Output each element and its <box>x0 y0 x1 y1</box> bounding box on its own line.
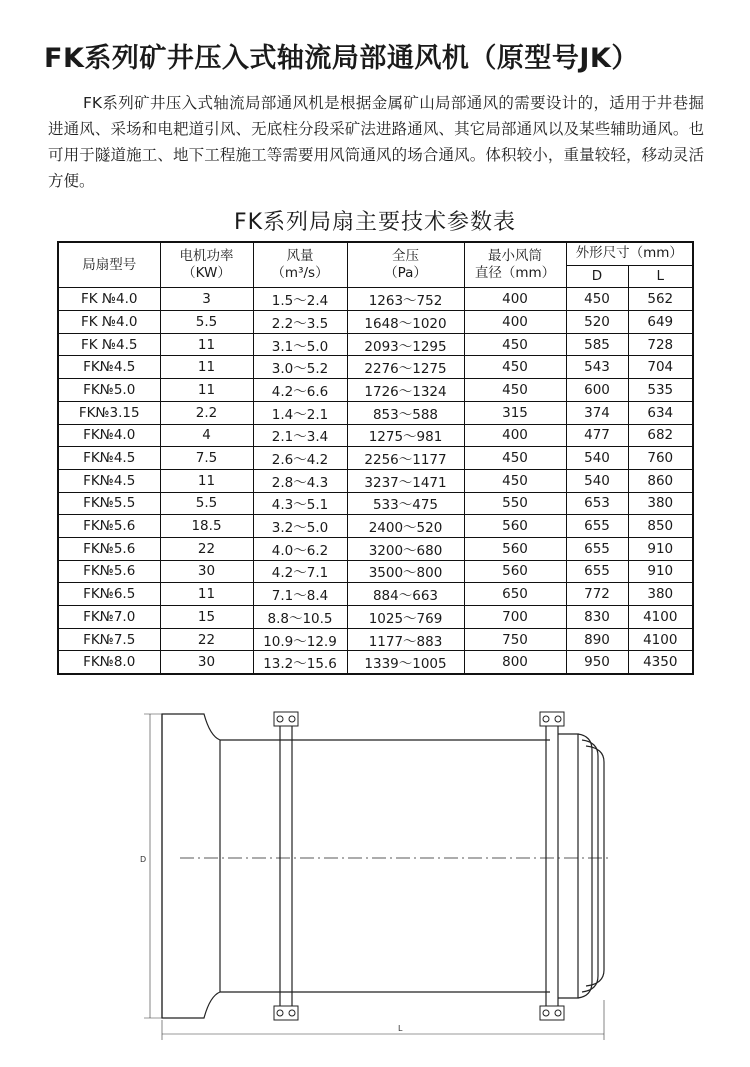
left-flange <box>280 722 292 1010</box>
cell-pressure: 3500～800 <box>347 560 464 583</box>
cell-model: FK№7.5 <box>58 628 160 651</box>
fan-drawing <box>140 700 620 1045</box>
cell-airflow: 2.2～3.5 <box>253 311 347 334</box>
table-row <box>58 424 693 447</box>
cell-airflow: 8.8～10.5 <box>253 606 347 629</box>
cell-pressure: 2093～1295 <box>347 333 464 356</box>
cell-model: FK№7.0 <box>58 606 160 629</box>
header-pressure-label: 全压 <box>392 248 419 265</box>
cell-dim-d: 540 <box>566 469 628 492</box>
header-power-unit: （KW） <box>182 265 231 282</box>
cell-duct-diameter: 550 <box>464 492 566 515</box>
cell-pressure: 3200～680 <box>347 537 464 560</box>
cell-airflow: 4.3～5.1 <box>253 492 347 515</box>
cell-dim-l: 682 <box>628 424 693 447</box>
cell-dim-l: 535 <box>628 379 693 402</box>
header-dims: 外形尺寸（mm） <box>566 242 693 265</box>
cell-duct-diameter: 650 <box>464 583 566 606</box>
cell-model: FK№5.6 <box>58 515 160 538</box>
cell-dim-d: 543 <box>566 356 628 379</box>
dimension-l-label: L <box>398 1024 403 1033</box>
cell-airflow: 3.2～5.0 <box>253 515 347 538</box>
cell-pressure: 853～588 <box>347 401 464 424</box>
cell-pressure: 1025～769 <box>347 606 464 629</box>
cell-airflow: 2.1～3.4 <box>253 424 347 447</box>
cell-duct-diameter: 450 <box>464 469 566 492</box>
cell-dim-l: 850 <box>628 515 693 538</box>
cell-power: 11 <box>160 469 253 492</box>
cell-dim-l: 704 <box>628 356 693 379</box>
cell-power: 5.5 <box>160 492 253 515</box>
cell-airflow: 4.0～6.2 <box>253 537 347 560</box>
cell-model: FK№3.15 <box>58 401 160 424</box>
cell-duct-diameter: 800 <box>464 651 566 674</box>
cell-duct-diameter: 400 <box>464 311 566 334</box>
cell-dim-d: 477 <box>566 424 628 447</box>
cell-dim-l: 4100 <box>628 628 693 651</box>
cell-dim-d: 950 <box>566 651 628 674</box>
header-pressure-unit: （Pa） <box>384 265 427 282</box>
header-power-label: 电机功率 <box>179 248 234 265</box>
cell-duct-diameter: 750 <box>464 628 566 651</box>
cell-model: FK№4.0 <box>58 424 160 447</box>
cell-model: FK№8.0 <box>58 651 160 674</box>
cell-power: 11 <box>160 333 253 356</box>
cell-power: 4 <box>160 424 253 447</box>
header-model: 局扇型号 <box>58 242 160 288</box>
header-duct <box>464 242 566 288</box>
cell-dim-d: 540 <box>566 447 628 470</box>
cell-airflow: 3.0～5.2 <box>253 356 347 379</box>
cell-power: 11 <box>160 583 253 606</box>
cell-dim-d: 890 <box>566 628 628 651</box>
cell-model: FK№5.6 <box>58 537 160 560</box>
table-row <box>58 469 693 492</box>
cell-dim-l: 728 <box>628 333 693 356</box>
header-duct-unit: 直径（mm） <box>474 265 556 282</box>
cell-duct-diameter: 315 <box>464 401 566 424</box>
table-row <box>58 606 693 629</box>
header-pressure <box>347 242 464 288</box>
cell-model: FK №4.0 <box>58 311 160 334</box>
cell-model: FK№5.0 <box>58 379 160 402</box>
cell-dim-d: 772 <box>566 583 628 606</box>
cell-model: FK№6.5 <box>58 583 160 606</box>
header-airflow-label: 风量 <box>286 248 314 265</box>
cell-pressure: 1177～883 <box>347 628 464 651</box>
cell-power: 30 <box>160 560 253 583</box>
table-row <box>58 356 693 379</box>
cell-pressure: 1275～981 <box>347 424 464 447</box>
cell-model: FK№5.6 <box>58 560 160 583</box>
cell-pressure: 2400～520 <box>347 515 464 538</box>
cell-pressure: 2276～1275 <box>347 356 464 379</box>
cell-dim-l: 380 <box>628 583 693 606</box>
cell-power: 3 <box>160 288 253 311</box>
cell-airflow: 1.5～2.4 <box>253 288 347 311</box>
intro-paragraph: FK系列矿井压入式轴流局部通风机是根据金属矿山局部通风的需要设计的，适用于井巷掘进通风、采场和电耙道引风、无底柱分段采矿法进路通风、其它局部通风以及某些辅助通风。也可用于隧道施工、地下工程施工等需要用风筒通风的场合通风。体积较小，重量较轻，移动灵活方便。 <box>48 94 704 190</box>
table-row <box>58 447 693 470</box>
cell-pressure: 533～475 <box>347 492 464 515</box>
cell-dim-d: 520 <box>566 311 628 334</box>
cell-power: 2.2 <box>160 401 253 424</box>
cell-airflow: 1.4～2.1 <box>253 401 347 424</box>
page-title: FK系列矿井压入式轴流局部通风机（原型号JK） <box>44 43 639 74</box>
cell-duct-diameter: 560 <box>464 560 566 583</box>
cell-dim-l: 860 <box>628 469 693 492</box>
cell-dim-l: 649 <box>628 311 693 334</box>
cell-pressure: 1339～1005 <box>347 651 464 674</box>
cell-power: 11 <box>160 356 253 379</box>
cell-duct-diameter: 450 <box>464 356 566 379</box>
cell-power: 11 <box>160 379 253 402</box>
table-row <box>58 583 693 606</box>
cell-power: 5.5 <box>160 311 253 334</box>
cell-pressure: 1648～1020 <box>347 311 464 334</box>
cell-airflow: 2.6～4.2 <box>253 447 347 470</box>
cell-duct-diameter: 700 <box>464 606 566 629</box>
cell-dim-l: 4350 <box>628 651 693 674</box>
table-row <box>58 537 693 560</box>
cell-pressure: 2256～1177 <box>347 447 464 470</box>
table-row <box>58 492 693 515</box>
cell-dim-d: 450 <box>566 288 628 311</box>
cell-airflow: 4.2～6.6 <box>253 379 347 402</box>
cell-dim-d: 374 <box>566 401 628 424</box>
cell-dim-d: 655 <box>566 537 628 560</box>
header-airflow <box>253 242 347 288</box>
table-row <box>58 288 693 311</box>
table-row <box>58 401 693 424</box>
cell-duct-diameter: 450 <box>464 447 566 470</box>
cell-duct-diameter: 560 <box>464 537 566 560</box>
cell-airflow: 13.2～15.6 <box>253 651 347 674</box>
header-airflow-unit: （m³/s） <box>271 265 329 282</box>
cell-dim-d: 600 <box>566 379 628 402</box>
table-row <box>58 560 693 583</box>
cell-dim-d: 655 <box>566 515 628 538</box>
cell-airflow: 3.1～5.0 <box>253 333 347 356</box>
cell-model: FK №4.5 <box>58 333 160 356</box>
cell-pressure: 1726～1324 <box>347 379 464 402</box>
cell-model: FK№4.5 <box>58 469 160 492</box>
cell-dim-l: 910 <box>628 560 693 583</box>
cell-power: 30 <box>160 651 253 674</box>
cell-dim-d: 655 <box>566 560 628 583</box>
cell-power: 18.5 <box>160 515 253 538</box>
cell-power: 22 <box>160 537 253 560</box>
cell-duct-diameter: 450 <box>464 333 566 356</box>
table-row <box>58 311 693 334</box>
cell-dim-l: 4100 <box>628 606 693 629</box>
cell-power: 15 <box>160 606 253 629</box>
spec-table <box>57 241 694 675</box>
cell-duct-diameter: 450 <box>464 379 566 402</box>
cell-duct-diameter: 400 <box>464 288 566 311</box>
cell-dim-d: 830 <box>566 606 628 629</box>
cell-dim-l: 380 <box>628 492 693 515</box>
outlet-collar <box>558 734 578 998</box>
header-power <box>160 242 253 288</box>
cell-power: 22 <box>160 628 253 651</box>
dimension-d-label: D <box>140 855 147 864</box>
cell-dim-l: 634 <box>628 401 693 424</box>
cell-dim-d: 585 <box>566 333 628 356</box>
right-flange <box>546 722 558 1010</box>
cell-pressure: 1263～752 <box>347 288 464 311</box>
cell-airflow: 7.1～8.4 <box>253 583 347 606</box>
cell-dim-l: 910 <box>628 537 693 560</box>
inlet-bell <box>162 714 220 1018</box>
cell-pressure: 3237～1471 <box>347 469 464 492</box>
cell-airflow: 10.9～12.9 <box>253 628 347 651</box>
cell-pressure: 884～663 <box>347 583 464 606</box>
header-l: L <box>628 265 693 288</box>
cell-airflow: 4.2～7.1 <box>253 560 347 583</box>
spec-table-body <box>58 288 693 674</box>
cell-dim-d: 653 <box>566 492 628 515</box>
cell-airflow: 2.8～4.3 <box>253 469 347 492</box>
table-row <box>58 333 693 356</box>
header-d: D <box>566 265 628 288</box>
header-duct-label: 最小风筒 <box>488 248 542 265</box>
table-title: FK系列局扇主要技术参数表 <box>233 210 517 235</box>
cell-model: FK№5.5 <box>58 492 160 515</box>
table-row <box>58 379 693 402</box>
cell-model: FK№4.5 <box>58 447 160 470</box>
cell-dim-l: 562 <box>628 288 693 311</box>
cell-duct-diameter: 400 <box>464 424 566 447</box>
table-row <box>58 628 693 651</box>
table-row <box>58 515 693 538</box>
cell-power: 7.5 <box>160 447 253 470</box>
cell-model: FK №4.0 <box>58 288 160 311</box>
cell-duct-diameter: 560 <box>464 515 566 538</box>
table-row <box>58 651 693 674</box>
cell-dim-l: 760 <box>628 447 693 470</box>
cell-model: FK№4.5 <box>58 356 160 379</box>
